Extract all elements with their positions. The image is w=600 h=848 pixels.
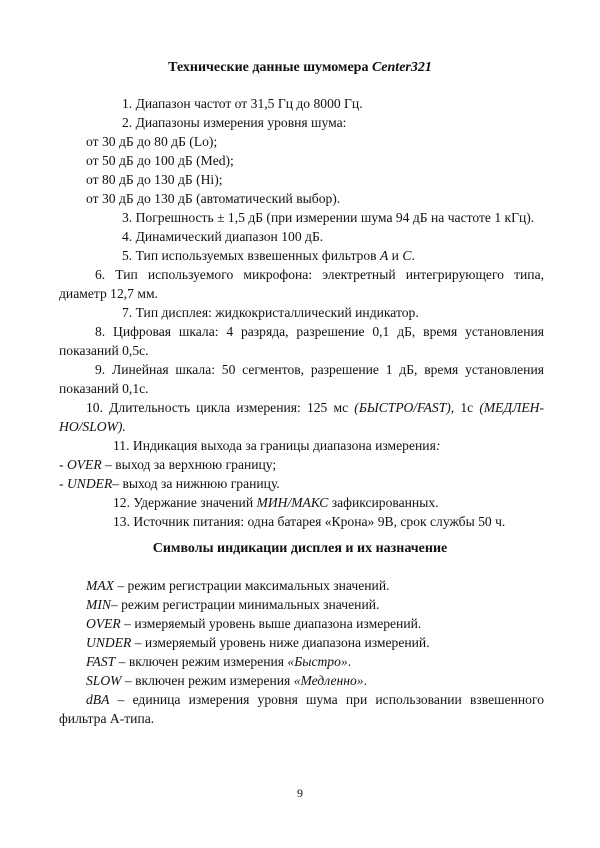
range-lo: от 30 дБ до 80 дБ (Lo); [86,134,218,149]
spec-item-6: 6. Тип используемого микрофона: электретный интегрирующего типа, диаметр 12,7 мм. [59,267,544,301]
symbol-dba: dBA – единица измерения уровня шума при использовании взвешенного фильтра А-типа. [59,692,544,726]
range-hi: от 80 дБ до 130 дБ (Hi); [86,172,223,187]
over-note: - OVER – выход за верхнюю границу; [59,457,277,472]
spec-item-7: 7. Тип дисплея: жидкокристаллический индикатор. [122,305,419,320]
symbol-slow: SLOW – включен режим измерения «Медленно». [86,673,367,688]
range-med: от 50 дБ до 100 дБ (Med); [86,153,234,168]
spec-item-12: 12. Удержание значений МИН/МАКС зафиксированных. [113,495,439,510]
spec-item-8: 8. Цифровая шкала: 4 разряда, разрешение 0,1 дБ, время установления показаний 0,5с. [59,324,544,358]
specs-list [59,94,544,531]
spec-item-1: 1. Диапазон частот от 31,5 Гц до 8000 Гц. [122,96,363,111]
symbol-over: OVER – измеряемый уровень выше диапазона измерений. [86,616,422,631]
range-auto: от 30 дБ до 130 дБ (автоматический выбор). [86,191,341,206]
under-note: - UNDER– выход за нижнюю границу. [59,476,280,491]
symbol-min: MIN– режим регистрации минимальных значений. [86,597,380,612]
section-title-specs: Технические данные шумомера Center321 [168,60,432,75]
spec-item-9: 9. Линейная шкала: 50 сегментов, разрешение 1 дБ, время установления показаний 0,1с. [59,362,544,396]
section-title-symbols: Символы индикации дисплея и их назначение [152,541,448,556]
symbol-max: MAX – режим регистрации максимальных значений. [86,578,390,593]
spec-item-3: 3. Погрешность ± 1,5 дБ (при измерении шума 94 дБ на частоте 1 кГц). [122,210,535,225]
spec-item-11: 11. Индикация выхода за границы диапазона измерения: [113,438,441,453]
spec-item-5: 5. Тип используемых взвешенных фильтров A и C. [122,248,415,263]
symbol-under: UNDER – измеряемый уровень ниже диапазона измерений. [86,635,430,650]
symbols-list [59,576,544,728]
spec-item-10: 10. Длительность цикла измерения: 125 мс (БЫСТРО/FAST), 1с (МЕДЛЕН-НО/SLOW). [59,400,544,434]
spec-item-4: 4. Динамический диапазон 100 дБ. [122,229,324,244]
spec-item-13: 13. Источник питания: одна батарея «Крона» 9В, срок службы 50 ч. [113,514,506,529]
spec-item-2: 2. Диапазоны измерения уровня шума: [122,115,347,130]
symbol-fast: FAST – включен режим измерения «Быстро». [86,654,352,669]
page-number: 9 [297,786,303,800]
